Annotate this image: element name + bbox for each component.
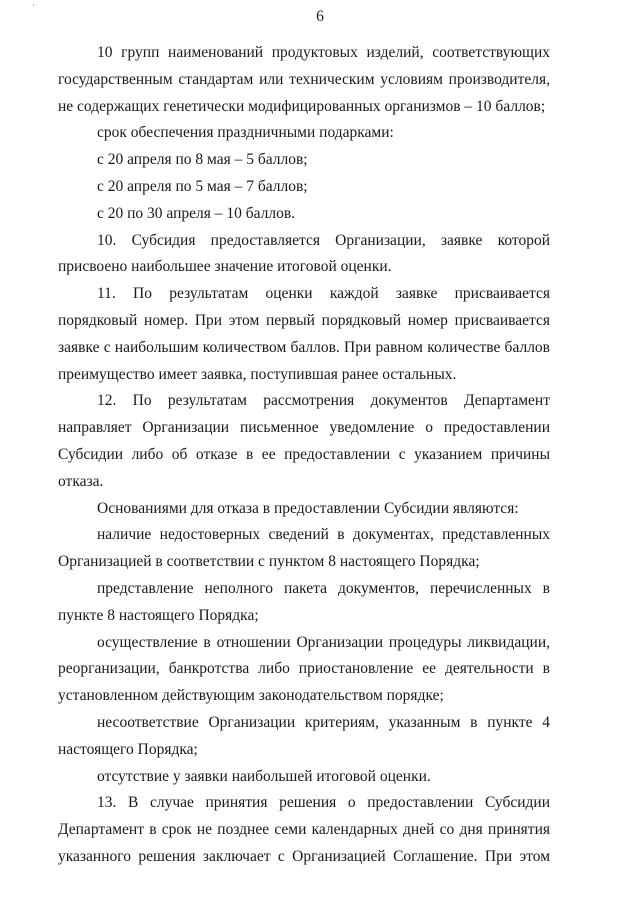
paragraph-refusal-incomplete-docs: представление неполного пакета документов, перечисленных в пункте 8 настоящего Порядка; (58, 579, 550, 624)
paragraph-clause-12: 12. По результатам рассмотрения документов Департамент направляет Организации письменное уведомление о предоставлении Субсидии либо об отказе в ее предоставлении с указанием причины отказа. (58, 392, 550, 490)
paragraph-clause-13: 13. В случае принятия решения о предоставлении Субсидии Департамент в срок не позднее семи календарных дней со дня принятия указанного решения заключает с Организацией Соглашение. При этом (58, 794, 550, 865)
paragraph-refusal-unreliable-info: наличие недостоверных сведений в документах, представленных Организацией в соответствии с пунктом 8 настоящего Порядка; (58, 526, 550, 571)
paragraph-gift-deadline-heading: срок обеспечения праздничными подарками: (97, 124, 394, 142)
paragraph-refusal-criteria-mismatch: несоответствие Организации критериям, указанным в пункте 4 настоящего Порядка; (58, 713, 550, 758)
page-number: 6 (316, 8, 324, 25)
paragraph-deadline-may-5: с 20 апреля по 5 мая – 7 баллов; (97, 177, 308, 195)
paragraph-deadline-may-8: с 20 апреля по 8 мая – 5 баллов; (97, 151, 308, 169)
paragraph-refusal-lowest-score: отсутствие у заявки наибольшей итоговой оценки. (97, 767, 431, 785)
document-body (58, 40, 550, 871)
paragraph-refusal-grounds-heading: Основаниями для отказа в предоставлении Субсидии являются: (97, 499, 519, 517)
paragraph-clause-11: 11. По результатам оценки каждой заявке присваивается порядковый номер. При этом первый порядковый номер присваивается заявке с наибольшим количеством баллов. При равном количестве баллов преимущество имеет заявка, поступившая ранее остальных. (58, 285, 550, 383)
paragraph-criteria-10-groups: 10 групп наименований продуктовых изделий, соответствующих государственным стандартам или техническим условиям производителя, не содержащих генетически модифицированных организмов – 10 баллов; (58, 44, 550, 115)
paragraph-deadline-april-30: с 20 по 30 апреля – 10 баллов. (97, 204, 296, 222)
paragraph-clause-10: 10. Субсидия предоставляется Организации, заявке которой присвоено наибольшее значение итоговой оценки. (58, 231, 550, 276)
paragraph-refusal-liquidation: осуществление в отношении Организации процедуры ликвидации, реорганизации, банкротства либо приостановление ее деятельности в установленном действующим законодательством порядке; (58, 633, 550, 705)
scan-mark: · (32, 0, 35, 10)
